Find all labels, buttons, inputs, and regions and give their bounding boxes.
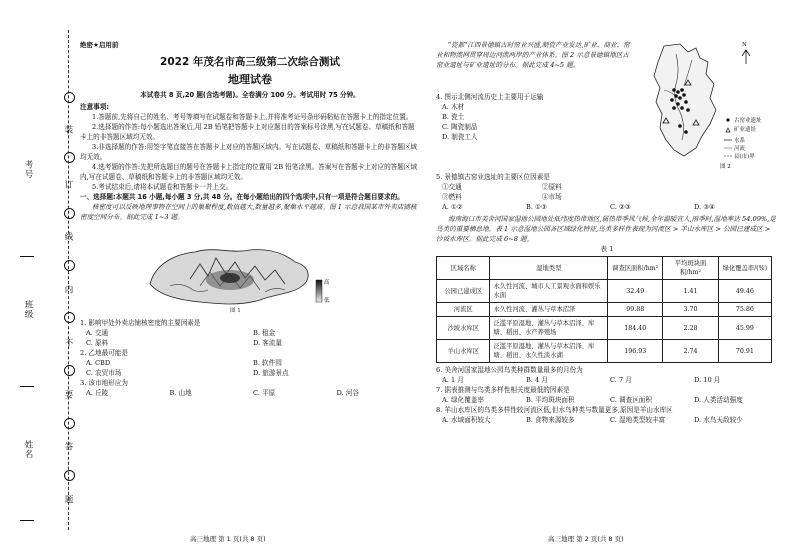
question-4 bbox=[436, 92, 632, 142]
question-2 bbox=[80, 348, 420, 378]
legend-boundary: 县(市)界 bbox=[734, 154, 755, 160]
option-a[interactable]: A. 木材 bbox=[442, 103, 465, 111]
passage-1: 核密度可以反映地理事物在空间上的集聚程度,数值越大,数量越多,聚集水平越高。图 1 示意我国某市外卖店铺核密度空间分布。据此完成 1~3 题。 bbox=[80, 203, 417, 221]
option-d[interactable]: D. 10 月 bbox=[694, 376, 721, 384]
question-5 bbox=[436, 172, 778, 212]
subject-title: 地理试卷 bbox=[228, 73, 272, 86]
option-c[interactable]: C. ②③ bbox=[610, 203, 631, 211]
table-row bbox=[437, 317, 772, 340]
binding-char: 答 bbox=[63, 442, 73, 452]
option-b[interactable]: B. 瓷土 bbox=[442, 113, 465, 121]
legend-low: 低 bbox=[324, 298, 330, 304]
table-cell: 2.28 bbox=[663, 317, 718, 340]
option-b[interactable]: B. 软件园 bbox=[253, 359, 282, 367]
binding-hole bbox=[64, 152, 75, 163]
table-cell: 2.74 bbox=[663, 340, 718, 363]
table-header-row bbox=[437, 257, 772, 280]
binding-hole bbox=[64, 365, 75, 376]
option-d[interactable]: D. 客流量 bbox=[253, 339, 283, 347]
option-c[interactable]: C. 原料 bbox=[86, 339, 109, 347]
table-cell: 75.86 bbox=[718, 303, 771, 317]
binding-hole bbox=[64, 92, 75, 103]
exam-no-label: 考号 bbox=[23, 160, 33, 179]
passage-3: 海南海口市美舍河国家湿地公园地处低纬度热带地区,属热带季风气候,全年温暖宜人,雨季时,湿地率达 54.09%,是鸟类的重要栖息地。表 1 示意湿地公园各区域绿化特征,鸟类多样性表现为河流区 > 羊山水库区 > 公园已建成区 > 沙坡水库区。据此完成 6~8 题。 bbox=[436, 215, 776, 243]
option-d[interactable]: D. 河谷 bbox=[336, 389, 359, 397]
factor-item: ③燃料 bbox=[442, 193, 462, 201]
site-map bbox=[636, 40, 778, 172]
binding-char: 不 bbox=[63, 338, 73, 348]
option-c[interactable]: C. 调查区面积 bbox=[610, 396, 652, 404]
question-1 bbox=[80, 318, 420, 348]
table-cell: 70.91 bbox=[718, 340, 771, 363]
option-a[interactable]: A. 交通 bbox=[86, 329, 109, 337]
table-row bbox=[437, 340, 772, 363]
binding-hole bbox=[64, 260, 75, 271]
figure-2-caption: 图 2 bbox=[720, 164, 731, 170]
page-footer-1: 高三地理 第 1 页(共 8 页) bbox=[190, 535, 266, 543]
option-a[interactable]: A. 丘陵 bbox=[86, 389, 109, 397]
question-3 bbox=[80, 378, 420, 398]
left-page bbox=[80, 40, 420, 398]
table-cell: 99.88 bbox=[608, 303, 663, 317]
table-cell: 永久性河流、城市人工景观水面和娱乐水面 bbox=[490, 280, 608, 303]
legend-river: 河流 bbox=[734, 146, 746, 152]
factor-item: ②原料 bbox=[542, 183, 562, 191]
table-cell: 沙坡水库区 bbox=[437, 317, 490, 340]
question-stem: 5. 景德镇古窑业选址的主要区位因素是 bbox=[436, 173, 550, 181]
name-label: 姓名 bbox=[23, 440, 33, 459]
figure-1 bbox=[80, 224, 420, 316]
right-page bbox=[436, 40, 778, 425]
table-row bbox=[437, 303, 772, 317]
binding-char: 订 bbox=[63, 180, 73, 190]
question-stem: 6. 美舍河国家湿地公园鸟类种群数量最多的月份为 bbox=[436, 366, 583, 374]
passage-2: "瓷都"江西景德镇古时窑业兴盛,制瓷产业发达,矿业、商业、窑业和物流网贯穿周边河流两岸的产业体系。图 2 示意景德镇地区古窑业遗址与矿业遗址的分布。据此完成 4~5 题。 bbox=[436, 41, 630, 69]
question-stem: 3. 该市地形应为 bbox=[80, 379, 128, 387]
table-cell: 196.93 bbox=[608, 340, 663, 363]
passage-2-block bbox=[436, 40, 778, 172]
option-c[interactable]: C. 7 月 bbox=[610, 376, 632, 384]
question-stem: 2. 乙地最可能是 bbox=[80, 349, 128, 357]
secret-mark: 绝密★启用前 bbox=[80, 41, 119, 49]
option-b[interactable]: B. 租金 bbox=[253, 329, 276, 337]
question-stem: 8. 羊山水库区的鸟类多样性较河流区低,但水鸟种类与数量更多,原因是羊山水库区 bbox=[436, 406, 673, 414]
legend-mine: 矿业遗址 bbox=[734, 127, 757, 133]
figure-1-caption: 图 1 bbox=[230, 308, 241, 314]
table-header: 平均斑块面积/hm² bbox=[663, 257, 718, 280]
table-cell: 河流区 bbox=[437, 303, 490, 317]
question-stem: 1. 影响甲处外卖店铺核密度的主要因素是 bbox=[80, 319, 201, 327]
binding-hole bbox=[64, 312, 75, 323]
binding-char: 装 bbox=[63, 125, 73, 135]
option-c[interactable]: C. 湿地类型较丰富 bbox=[610, 416, 666, 424]
option-b[interactable]: B. 食物来源较多 bbox=[526, 416, 575, 424]
binding-strip bbox=[58, 40, 80, 530]
page-footer-2: 高三地理 第 2 页(共 8 页) bbox=[548, 535, 624, 543]
question-7 bbox=[436, 385, 778, 405]
section-heading: 一、选择题:本题共 16 小题,每小题 3 分,共 48 分。在每小题给出的四个选项中,只有一项是符合题目要求的。 bbox=[80, 193, 404, 201]
option-d[interactable]: D. 制瓷工人 bbox=[442, 133, 478, 141]
legend-water: 水系 bbox=[734, 138, 746, 144]
binding-hole bbox=[64, 208, 75, 219]
option-a[interactable]: A. ①② bbox=[442, 203, 463, 211]
note-item: 5.考试结束后,请将本试题卷和答题卡一并上交。 bbox=[92, 183, 233, 191]
notes-heading: 注意事项: bbox=[80, 103, 110, 111]
table-cell: 永久性河流、灌丛与草本沼泽 bbox=[490, 303, 608, 317]
option-d[interactable]: D. ③④ bbox=[694, 203, 716, 211]
factor-item: ①交通 bbox=[442, 183, 462, 191]
option-d[interactable]: D. 人类活动强度 bbox=[694, 396, 743, 404]
table-cell: 羊山水库区 bbox=[437, 340, 490, 363]
table-cell: 49.46 bbox=[718, 280, 771, 303]
table-cell: 泛滥平原湿地、灌丛与草本沼泽、库塘、稻田、水产养殖场 bbox=[490, 317, 608, 340]
note-item: 2.选择题的作答:每小题选出答案后,用 2B 铅笔把答题卡上对应题目的答案标号涂黑,写在试题卷、草稿纸和答题卡上的非答题区域均无效。 bbox=[80, 123, 415, 141]
table-header: 调查区面积/hm² bbox=[608, 257, 663, 280]
exam-no-field[interactable] bbox=[20, 186, 34, 257]
binding-hole bbox=[64, 418, 75, 429]
note-item: 3.非选择题的作答:用签字笔直接答在答题卡上对应的答题区域内。写在试题卷、草稿纸和答题卡上的非答题区域均无效。 bbox=[80, 143, 418, 161]
class-label: 班级 bbox=[23, 300, 33, 319]
option-d[interactable]: D. 旅游景点 bbox=[253, 369, 289, 377]
question-stem: 4. 图示北侧河流历史上主要用于运输 bbox=[436, 93, 544, 101]
table-cell: 184.40 bbox=[608, 317, 663, 340]
option-b[interactable]: B. ①③ bbox=[526, 203, 547, 211]
table-header: 湿地类型 bbox=[490, 257, 608, 280]
option-a[interactable]: A. 水域面积较大 bbox=[442, 416, 491, 424]
question-8 bbox=[436, 405, 778, 425]
name-field[interactable] bbox=[20, 470, 34, 521]
legend-high: 高 bbox=[324, 280, 330, 286]
binding-char: 线 bbox=[63, 232, 73, 242]
option-d[interactable]: D. 水鸟天敌较少 bbox=[694, 416, 743, 424]
table-cell: 1.41 bbox=[663, 280, 718, 303]
option-c[interactable]: C. 农贸市场 bbox=[86, 369, 122, 377]
option-b[interactable]: B. 平均斑块面积 bbox=[526, 396, 575, 404]
binding-char: 内 bbox=[63, 285, 73, 295]
table-header: 绿化覆盖率/(%) bbox=[718, 257, 771, 280]
table-cell: 3.70 bbox=[663, 303, 718, 317]
table-cell: 泛滥平原湿地、灌丛与草本沼泽、库塘、稻田、永久性淡水湖 bbox=[490, 340, 608, 363]
option-c[interactable]: C. 平原 bbox=[253, 389, 276, 397]
question-stem: 7. 据表推测与鸟类多样性相关度最低的因素是 bbox=[436, 386, 570, 394]
class-field[interactable] bbox=[20, 326, 34, 387]
table-cell: 公园已建成区 bbox=[437, 280, 490, 303]
binding-char: 题 bbox=[63, 495, 73, 505]
table-header: 区域名称 bbox=[437, 257, 490, 280]
option-b[interactable]: B. 4 月 bbox=[526, 376, 548, 384]
exam-title: 2022 年茂名市高三级第二次综合测试 bbox=[160, 56, 340, 68]
binding-char: 要 bbox=[63, 390, 73, 400]
table-caption: 表 1 bbox=[600, 245, 614, 253]
option-b[interactable]: B. 山地 bbox=[169, 389, 192, 397]
wetland-table bbox=[436, 256, 772, 363]
note-item: 1.答题前,先将自己的姓名、考号等填写在试题卷和答题卡上,并将准考证号条形码粘贴在答题卡上的指定位置。 bbox=[92, 113, 413, 121]
option-c[interactable]: C. 陶瓷制品 bbox=[442, 123, 478, 131]
factor-item: ④市场 bbox=[542, 193, 562, 201]
table-cell: 45.99 bbox=[718, 317, 771, 340]
table-row bbox=[437, 280, 772, 303]
question-6 bbox=[436, 365, 778, 385]
exam-info: 本试卷共 8 页,20 题(含选考题)。全卷满分 100 分。考试用时 75 分钟。 bbox=[140, 91, 360, 99]
legend-kiln: 古窑业遗址 bbox=[734, 118, 762, 124]
option-a[interactable]: A. 1 月 bbox=[442, 376, 464, 384]
note-item: 4.选考题的作答:先把所选题目的题号在答题卡上指定的位置用 2B 铅笔涂黑。答案写在答题卡上对应的答题区域内,写在试题卷、草稿纸和答题卡上的非答题区域均无效。 bbox=[80, 163, 418, 181]
table-cell: 32.49 bbox=[608, 280, 663, 303]
density-map bbox=[80, 224, 420, 316]
binding-hole bbox=[64, 470, 75, 481]
figure-2 bbox=[636, 40, 778, 172]
option-a[interactable]: A. CBD bbox=[86, 359, 111, 367]
north-arrow-label: N bbox=[742, 42, 747, 48]
option-a[interactable]: A. 绿化覆盖率 bbox=[442, 396, 484, 404]
